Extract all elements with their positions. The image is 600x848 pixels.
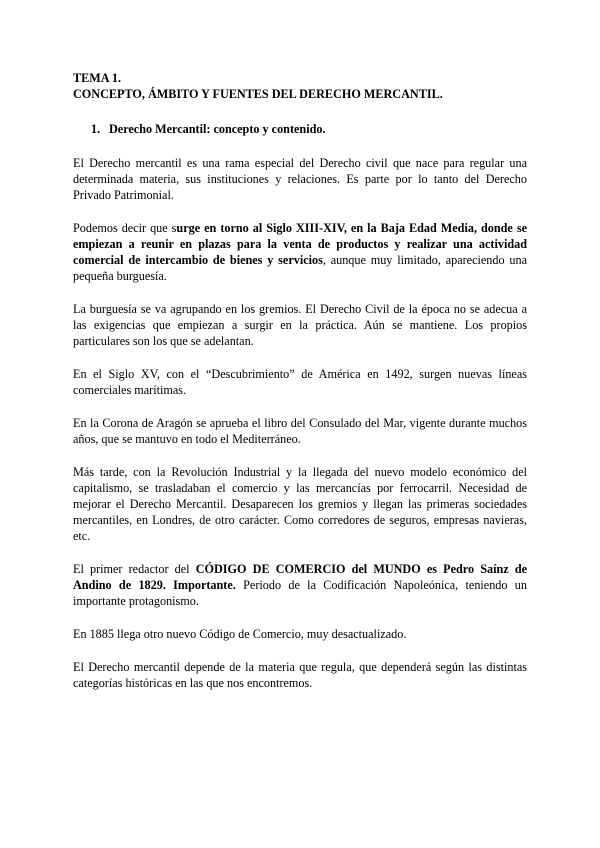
document-title: CONCEPTO, ÁMBITO Y FUENTES DEL DERECHO MERCANTIL. xyxy=(73,87,443,101)
section-number: 1. xyxy=(91,122,101,136)
paragraph xyxy=(73,561,527,609)
paragraph xyxy=(73,155,527,203)
text-run: Podemos decir que s xyxy=(73,221,177,235)
text-run: En la Corona de Aragón se aprueba el libro del Consulado del Mar, vigente durante muchos años, que se mantuvo en todo el Mediterráneo. xyxy=(73,416,527,446)
body-text xyxy=(73,155,527,691)
bold-text: urge en torno al Siglo XIII-XIV, en la Baja Edad Media, donde se empiezan a reunir en plazas para la venta de productos y realizar una actividad comercial de intercambio de bienes y servicios xyxy=(73,221,528,267)
text-run: Más tarde, con la Revolución Industrial y la llegada del nuevo modelo económico del capitalismo, se trasladaban el comercio y las mercancías por ferrocarril. Necesidad de mejorar el Derecho Mercantil. Desaparecen los gremios y llegan las primeras sociedades mercantiles, en Londres, de otro carácter. Como corredores de seguros, empresas navieras, etc. xyxy=(73,465,527,543)
section-title: Derecho Mercantil: concepto y contenido. xyxy=(109,122,326,136)
paragraph xyxy=(73,626,527,642)
paragraph xyxy=(73,415,527,447)
paragraph xyxy=(73,301,527,349)
paragraph xyxy=(73,220,527,284)
text-run: En 1885 llega otro nuevo Código de Comercio, muy desactualizado. xyxy=(73,627,407,641)
text-run: El primer redactor del xyxy=(73,562,196,576)
bold-text: CÓDIGO DE COMERCIO del MUNDO es Pedro Saínz de Andino de 1829. Importante. xyxy=(73,562,528,592)
text-run: Periodo de la Codificación Napoleónica, teniendo un importante protagonismo. xyxy=(73,578,527,608)
paragraph xyxy=(73,464,527,544)
paragraph xyxy=(73,659,527,691)
tema-number: TEMA 1. xyxy=(73,71,122,85)
text-run: La burguesía se va agrupando en los gremios. El Derecho Civil de la época no se adecua a las exigencias que empiezan a surgir en la práctica. Aún se mantiene. Los propios particulares son los que se adelantan. xyxy=(73,302,527,348)
document-page xyxy=(73,70,527,691)
paragraph xyxy=(73,366,527,398)
text-run: En el Siglo XV, con el “Descubrimiento” de América en 1492, surgen nuevas líneas comerciales marítimas. xyxy=(73,367,527,397)
text-run: El Derecho mercantil depende de la materia que regula, que dependerá según las distintas categorías históricas en las que nos encontremos. xyxy=(73,660,527,690)
text-run: El Derecho mercantil es una rama especial del Derecho civil que nace para regular una determinada materia, sus instituciones y relaciones. Es parte por lo tanto del Derecho Privado Patrimonial. xyxy=(73,156,527,202)
text-run: , aunque muy limitado, apareciendo una pequeña burguesía. xyxy=(73,253,527,283)
section-heading xyxy=(91,121,527,137)
